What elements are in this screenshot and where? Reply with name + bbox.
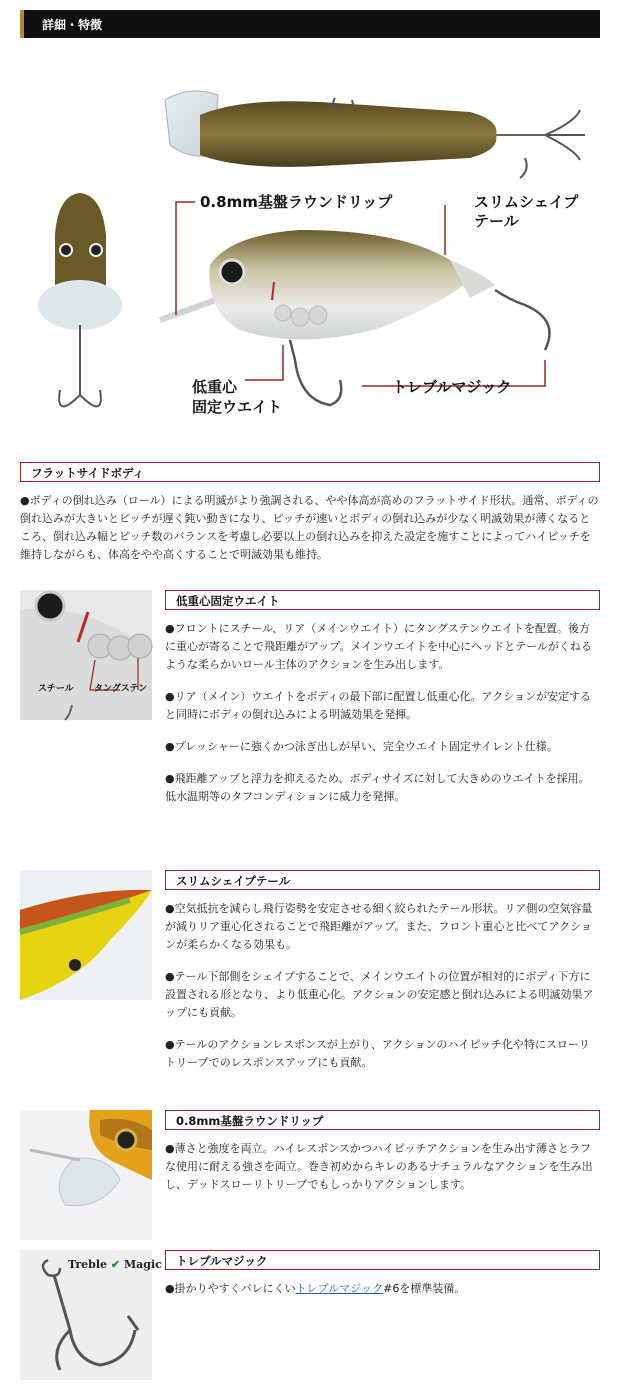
top-view-lure xyxy=(165,91,585,178)
section-header xyxy=(20,10,600,38)
weight-thumbnail xyxy=(20,590,152,720)
section-title-treble-magic-label: トレブルマジック xyxy=(176,1254,268,1268)
weight-paragraph-3: ●プレッシャーに強くかつ泳ぎ出しが早い、完全ウエイト固定サイレント仕様。 xyxy=(165,740,558,753)
callout-weight-line2: 固定ウエイト xyxy=(192,398,283,416)
tail-thumbnail xyxy=(20,870,152,1000)
weight-text xyxy=(165,620,600,820)
flat-side-body-paragraph: ●ボディの倒れ込み（ロール）による明滅がより強調される、やや体高が高めのフラットサイド形状。通常、ボディの倒れ込みが大きいとピッチが遅く鈍い動きになり、ピッチが速いとボディの倒れ込みが少なく明滅効果が薄くなるところ、倒れ込み幅とピッチ数のバランスを考慮し必要以上の倒れ込みを抑えた設定を施すことによってハイピッチを維持しながらも、体高をやや高くすることで明滅効果も維持。 xyxy=(20,494,599,561)
front-view-lure xyxy=(38,193,122,406)
lip-paragraph-1: ●薄さと強度を両立。ハイレスポンスかつハイピッチアクションを生み出す薄さとラフな使用に耐える強さを両立。巻き初めからキレのあるナチュラルなアクションを生み出し、デッドスローリトリーブでもしっかりアクションします。 xyxy=(165,1142,593,1191)
treble-thumbnail xyxy=(20,1250,162,1380)
treble-text xyxy=(165,1280,600,1312)
flat-side-body-text xyxy=(20,492,600,578)
section-title-low-center-weight xyxy=(165,590,600,610)
tail-text xyxy=(165,900,600,1086)
treble-magic-link[interactable]: トレブルマジック xyxy=(295,1282,384,1295)
section-title-round-lip-label: 0.8mm基盤ラウンドリップ xyxy=(176,1114,324,1128)
lip-thumbnail xyxy=(20,1110,152,1240)
treble-logo-text-1: Treble xyxy=(68,1258,108,1271)
product-diagram xyxy=(0,60,618,440)
section-title-slim-shape-tail xyxy=(165,870,600,890)
section-header-title: 詳細・特徴 xyxy=(42,18,103,32)
treble-logo-check-icon: ✔ xyxy=(110,1258,121,1271)
treble-text-after: #6を標準装備。 xyxy=(383,1282,466,1295)
tail-paragraph-3: ●テールのアクションレスポンスが上がり、アクションのハイピッチ化や特にスローリトリーブでのレスポンスアップにも貢献。 xyxy=(165,1038,590,1069)
weight-paragraph-4: ●飛距離アップと浮力を抑えるため、ボディサイズに対して大きめのウエイトを採用。低水温期等のタフコンディションに威力を発揮。 xyxy=(165,772,590,803)
section-title-flat-side-body xyxy=(20,462,600,482)
lip-text xyxy=(165,1140,600,1208)
weight-thumbnail-label-steel: スチール xyxy=(38,684,74,694)
section-title-slim-shape-tail-label: スリムシェイプテール xyxy=(176,874,291,888)
weight-paragraph-1: ●フロントにスチール、リア（メインウエイト）にタングステンウエイトを配置。後方に重心が寄ることで飛距離がアップ。メインウエイトを中心にヘッドとテールがくねるような柔らかいロール主体のアクションを生み出します。 xyxy=(165,622,592,671)
weight-thumbnail-label-tungsten: タングステン xyxy=(94,684,148,694)
weight-paragraph-2: ●リア（メイン）ウエイトをボディの最下部に配置し低重心化。アクションが安定すると同時にボディの倒れ込みによる明滅効果を発揮。 xyxy=(165,690,591,721)
callout-lip: 0.8mm基盤ラウンドリップ xyxy=(200,193,393,211)
section-title-low-center-weight-label: 低重心固定ウエイト xyxy=(176,594,280,608)
callout-hook: トレブルマジック xyxy=(392,378,512,396)
section-title-round-lip xyxy=(165,1110,600,1130)
section-title-treble-magic xyxy=(165,1250,600,1270)
tail-paragraph-1: ●空気抵抗を減らし飛行姿勢を安定させる細く絞られたテール形状。リア側の空気容量が減りリア重心化されることで飛距離がアップ。また、フロント重心と比べてアクションが柔らかくなる効果も。 xyxy=(165,902,593,951)
callout-weight-line1: 低重心 xyxy=(192,378,238,396)
treble-magic-logo xyxy=(68,1258,162,1271)
treble-logo-text-2: Magic xyxy=(123,1258,162,1271)
section-title-flat-side-body-label: フラットサイドボディ xyxy=(31,466,145,480)
tail-paragraph-2: ●テール下部側をシェイプすることで、メインウエイトの位置が相対的にボディ下方に設置される形となり、より低重心化。アクションの安定感と倒れ込みによる明滅効果アップにも貢献。 xyxy=(165,970,594,1019)
treble-text-before: ●掛かりやすくバレにくい xyxy=(165,1282,296,1295)
callout-tail-line1: スリムシェイプ xyxy=(474,193,579,211)
callout-tail-line2: テール xyxy=(474,212,519,230)
